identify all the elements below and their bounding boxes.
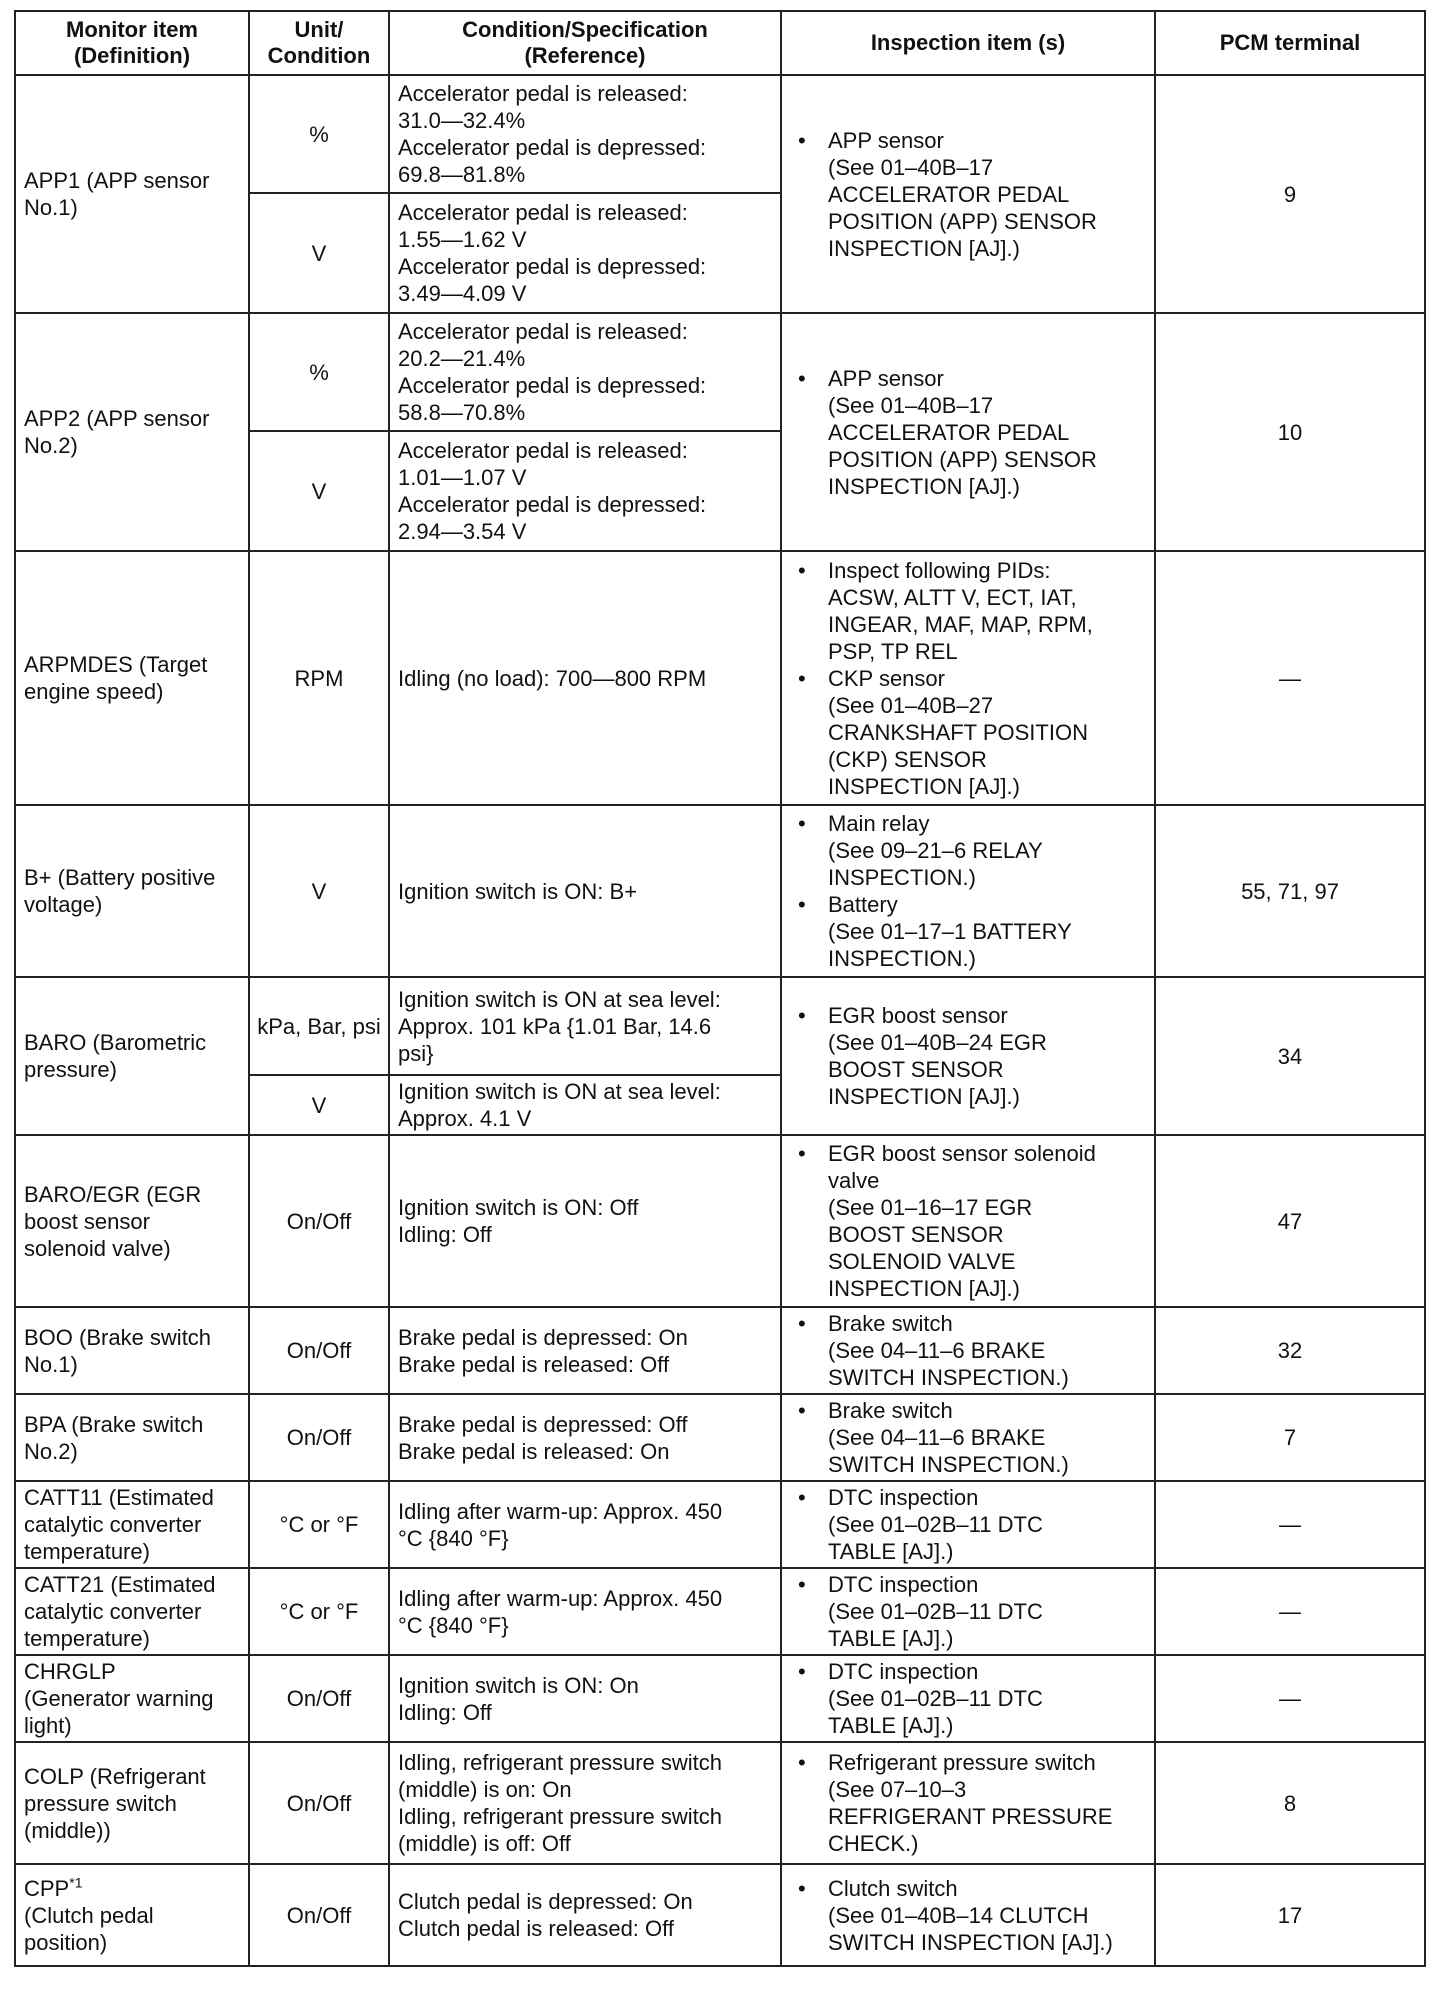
inspection-list [792,1310,1148,1391]
text-line: PSP, TP REL [828,638,958,664]
text-line: INSPECTION [AJ].) [828,235,1020,261]
inspection-bullet [792,1875,1148,1956]
text-line: INSPECTION [AJ].) [828,1276,1020,1301]
monitor-item-text: CATT21 (Estimated [24,1572,216,1597]
text-line: • Clutch switch [828,1875,958,1901]
table-row [15,75,1425,193]
condition-cell [389,1655,781,1742]
text-line: Accelerator pedal is depressed: [398,135,707,160]
text-line: 69.8—81.8% [398,162,526,187]
monitor-item-text: catalytic converter [24,1512,202,1537]
text-line: °C {840 °F} [398,1612,509,1638]
monitor-item-text: solenoid valve) [24,1235,171,1261]
text-line: Idling after warm-up: Approx. 450 [398,1498,723,1524]
inspection-cell [781,977,1155,1135]
text-line: • CKP sensor [828,665,945,691]
monitor-item-text: COLP (Refrigerant [24,1763,206,1789]
text-line: • APP sensor [828,365,944,391]
inspection-bullet [792,1397,1148,1478]
text-line: TABLE [AJ].) [828,1713,954,1738]
text-line: ACCELERATOR PEDAL [828,181,1070,207]
inspection-bullet [792,1140,1148,1302]
text-line: • EGR boost sensor solenoid [828,1141,1096,1166]
text-line: Brake pedal is depressed: On [398,1324,688,1350]
pcm-terminal-cell: — [1155,551,1425,805]
condition-cell [389,805,781,977]
text-line: (CKP) SENSOR [828,746,987,772]
monitor-item-cell [15,75,249,313]
condition-cell [389,1481,781,1568]
text-line: • Brake switch [828,1311,953,1336]
monitor-item-text: (Clutch pedal [24,1902,154,1928]
monitor-item-text: CATT11 (Estimated [24,1485,214,1510]
inspection-list [792,1397,1148,1478]
pcm-terminal-cell: — [1155,1568,1425,1655]
table-header-row [15,11,1425,75]
text-line: Approx. 4.1 V [398,1106,532,1131]
unit-cell: V [249,1075,389,1135]
table-row [15,1394,1425,1481]
table-row [15,977,1425,1075]
unit-cell: On/Off [249,1655,389,1742]
table-row [15,1742,1425,1864]
text-line: psi} [398,1040,434,1066]
monitor-item-text: CHRGLP [24,1659,116,1684]
monitor-item-text: ARPMDES (Target [24,652,208,677]
monitor-item-text: position) [24,1929,108,1955]
monitor-item-text: temperature) [24,1539,150,1564]
pcm-terminal-cell: 34 [1155,977,1425,1135]
monitor-item-text: engine speed) [24,679,164,704]
table-row [15,1481,1425,1568]
monitor-item-text: voltage) [24,892,103,917]
text-line: (See 01–40B–24 EGR [828,1030,1047,1055]
text-line: (See 07–10–3 [828,1777,967,1802]
text-line: (See 01–40B–27 [828,692,994,718]
unit-cell: On/Off [249,1742,389,1864]
text-line: TABLE [AJ].) [828,1539,954,1564]
monitor-item-cell [15,1394,249,1481]
text-line: Idling (no load): 700—800 RPM [398,665,707,691]
unit-cell: RPM [249,551,389,805]
inspection-list [792,1484,1148,1565]
text-line: 31.0—32.4% [398,108,526,133]
monitor-item-cell [15,1135,249,1307]
unit-cell: On/Off [249,1864,389,1966]
inspection-cell [781,1568,1155,1655]
text-line: valve [828,1168,880,1193]
pcm-terminal-cell: 8 [1155,1742,1425,1864]
text-line: (See 04–11–6 BRAKE [828,1338,1046,1363]
pcm-terminal-cell: — [1155,1655,1425,1742]
table-row [15,1568,1425,1655]
text-line: (middle) is on: On [398,1777,572,1802]
monitor-item-text: pressure) [24,1057,117,1082]
inspection-cell [781,1481,1155,1568]
monitor-item-cell [15,977,249,1135]
text-line: BOOST SENSOR [828,1057,1004,1082]
header-condition: Condition/Specification (Reference) [389,11,781,75]
monitor-item-name: CPP [24,1875,70,1901]
text-line: SWITCH INSPECTION.) [828,1365,1069,1390]
text-line: 1.55—1.62 V [398,227,527,252]
text-line: (middle) is off: Off [398,1831,571,1856]
monitor-item-text: BPA (Brake switch [24,1411,204,1437]
unit-cell: kPa, Bar, psi [249,977,389,1075]
text-line: INSPECTION.) [828,865,976,890]
text-line: Ignition switch is ON: Off [398,1195,639,1220]
text-line: 1.01—1.07 V [398,465,527,490]
text-line: ACSW, ALTT V, ECT, IAT, [828,584,1077,610]
monitor-item-cell [15,313,249,551]
monitor-item-cell [15,1481,249,1568]
text-line: • DTC inspection [828,1485,979,1510]
condition-cell [389,1568,781,1655]
monitor-item-text [24,1875,242,1902]
pcm-terminal-cell: 9 [1155,75,1425,313]
pcm-terminal-cell: 17 [1155,1864,1425,1966]
table-row [15,313,1425,431]
table-row [15,1864,1425,1966]
text-line: • Refrigerant pressure switch [828,1750,1096,1775]
inspection-bullet [792,1749,1148,1857]
text-line: Idling, refrigerant pressure switch [398,1750,723,1775]
pcm-terminal-cell: 47 [1155,1135,1425,1307]
text-line: Ignition switch is ON at sea level: [398,986,721,1012]
text-line: Idling: Off [398,1699,492,1725]
monitor-item-table [14,10,1426,1967]
header-monitor-item: Monitor item (Definition) [15,11,249,75]
footnote-marker: *1 [69,1874,83,1891]
text-line: Clutch pedal is released: Off [398,1916,674,1941]
condition-cell [389,193,781,313]
text-line: POSITION (APP) SENSOR [828,446,1097,472]
text-line: 58.8—70.8% [398,400,526,425]
monitor-item-text: APP2 (APP sensor [24,406,210,431]
table-row [15,1655,1425,1742]
text-line: INSPECTION [AJ].) [828,773,1020,799]
text-line: CRANKSHAFT POSITION [828,719,1088,745]
text-line: (See 01–40B–17 [828,392,994,418]
text-line: INSPECTION [AJ].) [828,473,1020,499]
inspection-bullet [792,1002,1148,1110]
table-row [15,551,1425,805]
monitor-item-text: No.2) [24,433,78,458]
text-line: • Brake switch [828,1398,953,1423]
unit-cell: % [249,313,389,431]
text-line: SWITCH INSPECTION [AJ].) [828,1929,1113,1955]
text-line: Accelerator pedal is depressed: [398,373,707,398]
text-line: REFRIGERANT PRESSURE [828,1804,1113,1829]
monitor-item-text: No.1) [24,1351,78,1377]
inspection-list [792,365,1148,500]
text-line: Idling, refrigerant pressure switch [398,1804,723,1829]
text-line: Ignition switch is ON: B+ [398,878,638,904]
text-line: • APP sensor [828,127,944,153]
text-line: • DTC inspection [828,1659,979,1684]
table-row [15,1135,1425,1307]
monitor-item-cell [15,1655,249,1742]
inspection-cell [781,1742,1155,1864]
text-line: INSPECTION.) [828,946,976,971]
inspection-bullet [792,665,1148,800]
monitor-item-text: B+ (Battery positive [24,865,216,890]
text-line: (See 01–02B–11 DTC [828,1512,1043,1537]
text-line: ACCELERATOR PEDAL [828,419,1070,445]
inspection-bullet [792,127,1148,262]
text-line: Brake pedal is released: Off [398,1351,670,1377]
condition-cell [389,1307,781,1394]
unit-cell: V [249,193,389,313]
pcm-terminal-cell: 55, 71, 97 [1155,805,1425,977]
condition-cell [389,1075,781,1135]
unit-cell: °C or °F [249,1568,389,1655]
condition-cell [389,1864,781,1966]
text-line: 3.49—4.09 V [398,281,527,306]
text-line: Brake pedal is released: On [398,1438,670,1464]
text-line: (See 01–40B–17 [828,154,994,180]
inspection-bullet [792,365,1148,500]
text-line: INSPECTION [AJ].) [828,1084,1020,1109]
text-line: TABLE [AJ].) [828,1626,954,1651]
unit-cell: V [249,805,389,977]
text-line: Clutch pedal is depressed: On [398,1889,693,1914]
inspection-list [792,1571,1148,1652]
inspection-cell [781,805,1155,977]
text-line: POSITION (APP) SENSOR [828,208,1097,234]
text-line: (See 01–16–17 EGR [828,1195,1033,1220]
unit-cell: °C or °F [249,1481,389,1568]
inspection-cell [781,313,1155,551]
text-line: Idling: Off [398,1222,492,1247]
text-line: INGEAR, MAF, MAP, RPM, [828,611,1093,637]
monitor-item-text: No.2) [24,1438,78,1464]
text-line: (See 01–40B–14 CLUTCH [828,1902,1089,1928]
unit-cell: % [249,75,389,193]
text-line: 2.94—3.54 V [398,519,527,544]
inspection-list [792,1140,1148,1302]
monitor-item-cell [15,1307,249,1394]
text-line: • EGR boost sensor [828,1003,1008,1028]
pcm-terminal-cell: 32 [1155,1307,1425,1394]
condition-cell [389,431,781,551]
inspection-bullet [792,1310,1148,1391]
monitor-item-cell [15,1568,249,1655]
monitor-item-text: APP1 (APP sensor [24,168,210,193]
text-line: Idling after warm-up: Approx. 450 [398,1585,723,1611]
unit-cell: V [249,431,389,551]
inspection-list [792,1002,1148,1110]
text-line: Accelerator pedal is released: [398,438,688,463]
inspection-bullet [792,1571,1148,1652]
text-line: • DTC inspection [828,1572,979,1597]
text-line: Approx. 101 kPa {1.01 Bar, 14.6 [398,1013,712,1039]
table-row [15,1307,1425,1394]
inspection-cell [781,1864,1155,1966]
text-line: (See 01–02B–11 DTC [828,1599,1043,1624]
monitor-item-text: light) [24,1713,72,1738]
text-line: Accelerator pedal is depressed: [398,254,707,279]
inspection-cell [781,75,1155,313]
text-line: CHECK.) [828,1831,919,1856]
inspection-bullet [792,557,1148,665]
monitor-item-cell [15,551,249,805]
text-line: SOLENOID VALVE [828,1249,1016,1274]
text-line: Accelerator pedal is released: [398,319,688,344]
text-line: (See 01–17–1 BATTERY [828,919,1072,944]
text-line: (See 04–11–6 BRAKE [828,1425,1046,1450]
text-line: Accelerator pedal is released: [398,200,688,225]
text-line: Ignition switch is ON: On [398,1672,639,1698]
table-body [15,75,1425,1966]
condition-cell [389,1742,781,1864]
inspection-list [792,557,1148,800]
monitor-item-cell [15,1864,249,1966]
inspection-cell [781,1655,1155,1742]
inspection-cell [781,1394,1155,1481]
inspection-cell [781,551,1155,805]
unit-cell: On/Off [249,1307,389,1394]
header-unit: Unit/ Condition [249,11,389,75]
condition-cell [389,1394,781,1481]
condition-cell [389,977,781,1075]
text-line: BOOST SENSOR [828,1222,1004,1247]
inspection-bullet [792,1658,1148,1739]
inspection-list [792,1875,1148,1956]
text-line: SWITCH INSPECTION.) [828,1452,1069,1477]
text-line: 20.2—21.4% [398,346,526,371]
monitor-item-text: BARO/EGR (EGR [24,1181,202,1207]
text-line: Ignition switch is ON at sea level: [398,1079,721,1104]
condition-cell [389,1135,781,1307]
condition-cell [389,551,781,805]
header-inspection: Inspection item (s) [781,11,1155,75]
unit-cell: On/Off [249,1135,389,1307]
pcm-terminal-cell: 10 [1155,313,1425,551]
inspection-bullet [792,810,1148,891]
monitor-item-cell [15,1742,249,1864]
inspection-list [792,1749,1148,1857]
inspection-cell [781,1135,1155,1307]
spec-page [14,10,1424,1967]
monitor-item-text: BOO (Brake switch [24,1324,212,1350]
text-line: • Battery [828,892,898,917]
inspection-cell [781,1307,1155,1394]
monitor-item-text: BARO (Barometric [24,1030,207,1055]
pcm-terminal-cell: 7 [1155,1394,1425,1481]
monitor-item-text: boost sensor [24,1208,150,1234]
inspection-bullet [792,891,1148,972]
table-row [15,805,1425,977]
text-line: Accelerator pedal is depressed: [398,492,707,517]
monitor-item-text: (middle)) [24,1817,111,1843]
text-line: °C {840 °F} [398,1525,509,1551]
inspection-list [792,810,1148,972]
monitor-item-cell [15,805,249,977]
condition-cell [389,313,781,431]
pcm-terminal-cell: — [1155,1481,1425,1568]
header-pcm-terminal: PCM terminal [1155,11,1425,75]
monitor-item-text: catalytic converter [24,1599,202,1624]
condition-cell [389,75,781,193]
text-line: • Inspect following PIDs: [828,557,1051,583]
unit-cell: On/Off [249,1394,389,1481]
inspection-list [792,127,1148,262]
monitor-item-text: pressure switch [24,1790,177,1816]
text-line: Brake pedal is depressed: Off [398,1411,688,1437]
text-line: (See 09–21–6 RELAY [828,838,1043,863]
text-line: Accelerator pedal is released: [398,81,688,106]
text-line: • Main relay [828,811,930,836]
monitor-item-text: (Generator warning [24,1686,214,1711]
text-line: (See 01–02B–11 DTC [828,1686,1043,1711]
monitor-item-text: temperature) [24,1626,150,1651]
monitor-item-text: No.1) [24,195,78,220]
inspection-list [792,1658,1148,1739]
inspection-bullet [792,1484,1148,1565]
